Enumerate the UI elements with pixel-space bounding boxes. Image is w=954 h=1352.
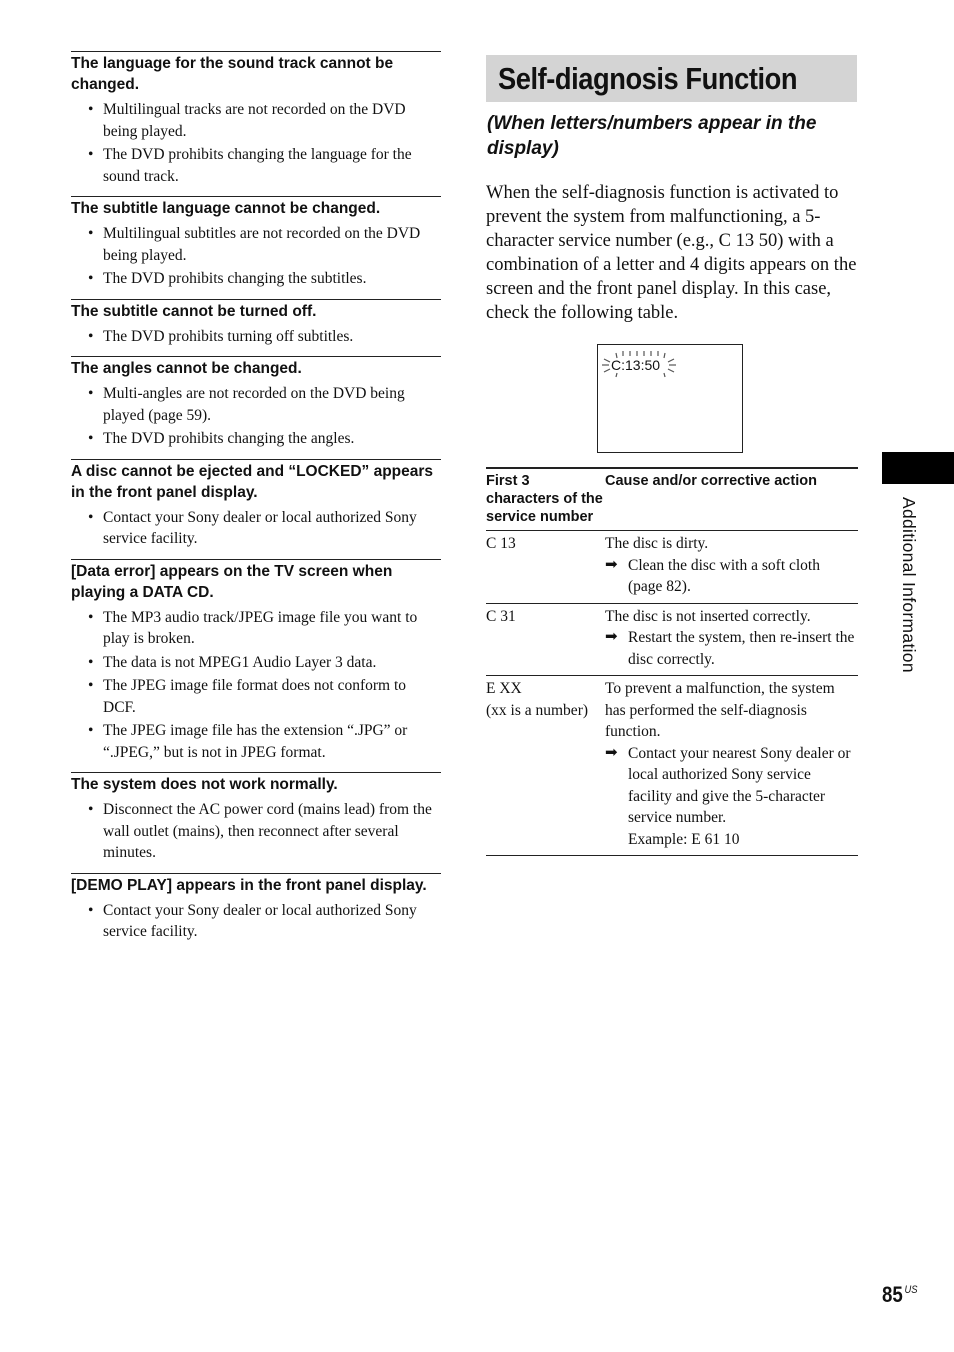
list-item: • The data is not MPEG1 Audio Layer 3 data. bbox=[88, 653, 377, 671]
troubleshooting-section bbox=[71, 356, 441, 450]
section-title: [Data error] appears on the TV screen when playing a DATA CD. bbox=[71, 562, 393, 601]
table-header: First 3 characters of the service number bbox=[486, 468, 605, 531]
cause-action: To prevent a malfunction, the system has performed the self-diagnosis function. ➡ Contact your nearest Sony dealer or local authorized Sony service facility and give the 5-character service number. Example: E 61 10 bbox=[605, 676, 858, 856]
section-title: The subtitle language cannot be changed. bbox=[71, 200, 381, 217]
list-item: • The MP3 audio track/JPEG image file you want to play is broken. bbox=[88, 608, 418, 647]
list-item: • Multilingual tracks are not recorded on the DVD being played. bbox=[88, 101, 406, 140]
troubleshooting-section bbox=[71, 559, 441, 764]
list-item: • Contact your Sony dealer or local authorized Sony service facility. bbox=[88, 508, 417, 547]
section-title-bar bbox=[486, 55, 857, 102]
section-title: [DEMO PLAY] appears in the front panel display. bbox=[71, 876, 427, 894]
arrow-right-icon: ➡ bbox=[605, 556, 618, 573]
section-title: A disc cannot be ejected and “LOCKED” appears in the front panel display. bbox=[71, 462, 434, 501]
list-item: • Contact your Sony dealer or local authorized Sony service facility. bbox=[88, 901, 417, 940]
table-row bbox=[486, 676, 858, 856]
troubleshooting-section bbox=[71, 459, 441, 550]
troubleshooting-section bbox=[71, 196, 441, 290]
list-item: • Multilingual subtitles are not recorded on the DVD being played. bbox=[88, 225, 421, 264]
display-illustration bbox=[597, 344, 743, 453]
cause-action: The disc is not inserted correctly. ➡ Restart the system, then re-insert the disc correctly. bbox=[605, 603, 858, 676]
list-item: • Disconnect the AC power cord (mains lead) from the wall outlet (mains), then reconnect after several minutes. bbox=[88, 801, 432, 861]
troubleshooting-column bbox=[71, 51, 441, 952]
intro-paragraph: When the self-diagnosis function is activated to prevent the system from malfunctioning, a 5-character service number (e.g., C 13 50) with a combination of a letter and 4 digits appears on the screen and the front panel display. In this case, check the following table. bbox=[486, 183, 857, 323]
cause-action: The disc is dirty. ➡ Clean the disc with a soft cloth (page 82). bbox=[605, 531, 858, 604]
arrow-right-icon: ➡ bbox=[605, 629, 618, 645]
service-code: E XX (xx is a number) bbox=[486, 676, 605, 856]
section-title: The system does not work normally. bbox=[71, 776, 338, 793]
service-number-table bbox=[486, 467, 858, 856]
side-section-label: Additional Information bbox=[899, 497, 919, 673]
display-readout: C:13:50 bbox=[611, 357, 661, 373]
list-item: • The DVD prohibits changing the angles. bbox=[88, 430, 355, 447]
section-title: The subtitle cannot be turned off. bbox=[71, 302, 317, 320]
arrow-right-icon: ➡ bbox=[605, 744, 618, 761]
troubleshooting-section bbox=[71, 873, 441, 943]
section-tab-marker bbox=[882, 452, 954, 484]
list-item: • Multi-angles are not recorded on the DVD being played (page 59). bbox=[88, 385, 405, 424]
list-item: • The JPEG image file format does not conform to DCF. bbox=[88, 677, 407, 716]
service-code: C 31 bbox=[486, 603, 605, 676]
troubleshooting-section bbox=[71, 299, 441, 348]
list-item: • The DVD prohibits changing the subtitles. bbox=[88, 270, 367, 287]
table-row bbox=[486, 531, 858, 604]
table-row bbox=[486, 603, 858, 676]
list-item: • The DVD prohibits turning off subtitles. bbox=[88, 327, 354, 345]
page-number: 85 $^{US}$ bbox=[882, 1282, 918, 1307]
section-title: The language for the sound track cannot be changed. bbox=[71, 55, 394, 93]
table-header: Cause and/or corrective action bbox=[605, 468, 858, 531]
list-item: • The DVD prohibits changing the language for the sound track. bbox=[88, 146, 412, 185]
self-diagnosis-column bbox=[486, 55, 858, 848]
subheading: (When letters/numbers appear in the display) bbox=[487, 113, 817, 159]
troubleshooting-section bbox=[71, 772, 441, 864]
list-item: • The JPEG image file has the extension “.JPG” or “.JPEG,” but is not in JPEG format. bbox=[88, 722, 408, 761]
page-title: Self-diagnosis Function bbox=[498, 60, 798, 96]
service-code: C 13 bbox=[486, 531, 605, 604]
section-title: The angles cannot be changed. bbox=[71, 360, 302, 377]
troubleshooting-section bbox=[71, 51, 441, 187]
